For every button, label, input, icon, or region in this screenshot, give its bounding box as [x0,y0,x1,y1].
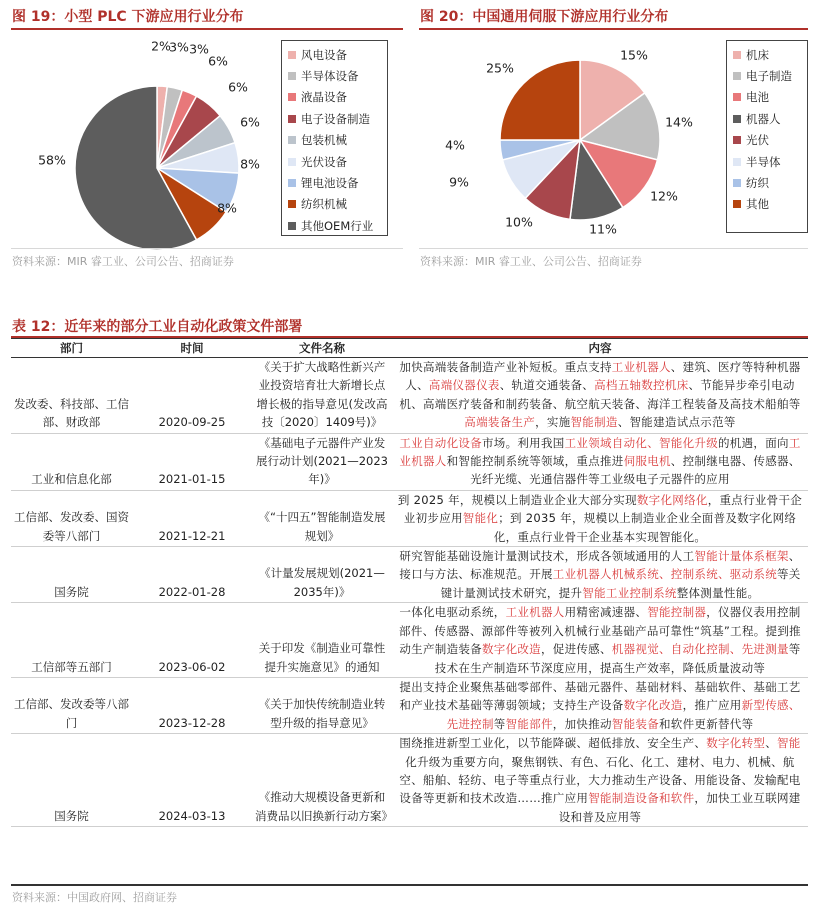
content-text: ，实施 [535,415,571,430]
cell-content [392,433,808,490]
content-text: 和智能控制系统等领域，重点推进 [446,454,624,469]
highlighted-keyword: 工业机器人 [611,360,671,374]
content-text: 一体化电驱动系统， [399,605,506,620]
legend-swatch [288,93,296,101]
content-text: 、智能建造试点示范等 [617,415,736,430]
highlighted-keyword: 智能制造 [570,415,618,430]
table-row [11,677,808,733]
highlighted-keyword: 智能装备 [611,716,659,731]
highlighted-keyword: 数字化转型 [706,736,766,751]
figure-19-title: 图 19：小型 PLC 下游应用行业分布 [12,9,244,25]
highlighted-keyword: 数字化改造 [623,698,683,713]
legend-item [733,108,801,129]
highlighted-keyword: 智能部件 [505,716,553,731]
highlighted-keyword: 高端装备生产 [464,415,536,430]
legend-item [733,172,801,193]
policy-table [11,338,808,827]
content-text: ，仪器仪表用控制部件、传感器、源部件等被列入机械行业基础产品可靠性“筑基”工程。提到推动生产制造装备 [399,605,801,657]
header-date: 时间 [132,339,252,358]
cell-date: 2022-01-28 [132,547,252,603]
pie-value-label: 6% [228,79,248,95]
pie-value-label: 14% [665,114,693,130]
legend-label: 纺织 [746,176,769,191]
highlighted-keyword: 工业领域自动化、智能化升级 [564,435,718,450]
content-text: 、控制继电器、传感器、光纤光缆、光通信器件等工业级电子元器件的应用 [470,454,801,487]
legend-item [288,65,381,86]
cell-document-name: 《计量发展规划(2021—2035年)》 [252,547,392,603]
content-text: 市场。利用我国 [481,435,565,450]
table-row [11,433,808,490]
legend-swatch [733,200,741,208]
cell-department: 工信部、发改委、国资委等八部门 [11,490,132,546]
pie-value-label: 2% [151,38,171,54]
cell-content [392,734,808,827]
content-text: 提出支持企业聚焦基础零部件、基础元器件、基础材料、基础软件、基础工艺和产业技术基础等薄弱领域；支持生产设备 [399,679,801,713]
highlighted-keyword: 数字化改造 [481,642,541,657]
highlighted-keyword: 工业机器人机械系统、控制系统、驱动系统 [552,567,777,582]
legend-swatch [733,72,741,80]
content-text: ，加快工业互联网建设和普及应用等 [558,791,801,824]
cell-department: 工信部等五部门 [11,603,132,678]
cell-date: 2021-12-21 [132,490,252,546]
table-12-title: 表 12：近年来的部分工业自动化政策文件部署 [12,319,303,335]
pie-value-label: 25% [486,60,514,76]
cell-content [392,358,808,434]
cell-date: 2023-06-02 [132,603,252,678]
figure-19-source-rule [11,248,403,249]
content-text: 和软件更新替代等 [659,716,754,731]
legend-item [733,44,801,65]
content-text: 到 2025 年，规模以上制造业企业大部分实现 [397,492,637,507]
figure-20-legend [726,40,808,233]
cell-content [392,490,808,546]
content-text: 的机遇，面向 [718,435,789,450]
table-row [11,603,808,678]
legend-label: 包装机械 [301,133,347,148]
table-header-row [11,339,808,358]
header-document-name: 文件名称 [252,339,392,358]
legend-item [288,194,381,215]
content-text: ，重点行业骨干企业初步应用 [403,492,803,526]
highlighted-keyword: 智能化 [462,511,499,526]
figure-20-pie-chart [415,30,715,240]
cell-department: 国务院 [11,734,132,827]
cell-document-name: 《关于加快传统制造业转型升级的指导意见》 [252,677,392,733]
pie-value-label: 15% [620,47,648,63]
legend-swatch [288,72,296,80]
legend-swatch [288,222,296,230]
pie-value-label: 12% [650,188,678,204]
content-text: 加快高端装备制造产业补短板。重点支持 [399,360,612,374]
policy-table-body [11,358,808,827]
table-12-source: 资料来源：中国政府网、招商证券 [12,891,177,904]
cell-content [392,547,808,603]
cell-department: 国务院 [11,547,132,603]
legend-item [288,151,381,172]
highlighted-keyword: 智能控制器 [647,605,707,620]
pie-value-label: 10% [505,214,533,230]
legend-item [733,194,801,215]
legend-item [733,151,801,172]
highlighted-keyword: 工业机器人 [399,435,801,469]
legend-swatch [733,93,741,101]
cell-document-name: 关于印发《制造业可靠性提升实施意见》的通知 [252,603,392,678]
content-text: 、接口与方法、标准规范。开展 [399,549,801,582]
content-text: 、节能异步牵引电动机、高端医疗装备和制药装备、航空航天装备、海洋工程装备及高技术船舶等 [399,378,801,411]
highlighted-keyword: 智能工业控制系统 [582,585,677,600]
legend-swatch [288,115,296,123]
figure-20-title: 图 20：中国通用伺服下游应用行业分布 [420,9,669,25]
table-bottom-rule [11,884,808,886]
table-row [11,547,808,603]
legend-swatch [733,51,741,59]
highlighted-keyword: 伺服电机 [623,454,671,469]
cell-document-name: 《关于扩大战略性新兴产业投资培育壮大新增长点增长极的指导意见(发改高技〔2020〕1409号)》 [252,358,392,434]
pie-value-label: 11% [589,221,617,237]
legend-swatch [288,179,296,187]
table-row [11,358,808,434]
cell-department: 发改委、科技部、工信部、财政部 [11,358,132,434]
legend-label: 风电设备 [301,47,347,62]
pie-value-label: 8% [240,156,260,172]
table-row [11,490,808,546]
highlighted-keyword: 数字化网络化 [636,492,708,507]
legend-swatch [733,179,741,187]
content-text: 化升级为重要方向，聚焦钢铁、有色、石化、化工、建材、电力、机械、航空、船舶、轻纺、电子等重点行业，大力推动生产设备、用能设备、发输配电设备等更新和技术改造……推广应用 [399,754,801,806]
cell-date: 2021-01-15 [132,433,252,490]
legend-label: 半导体 [746,154,781,169]
highlighted-keyword: 工业自动化设备 [399,435,482,450]
legend-swatch [733,136,741,144]
figure-20-source: 资料来源：MIR 睿工业、公司公告、招商证券 [420,255,642,268]
legend-item [733,87,801,108]
content-text: 、 [765,736,777,751]
legend-item [288,215,381,236]
legend-swatch [733,115,741,123]
legend-label: 机器人 [746,111,781,126]
pie-value-label: 4% [445,137,465,153]
legend-item [288,130,381,151]
legend-item [288,172,381,193]
legend-label: 纺织机械 [301,197,347,212]
content-text: 研究智能基础设施计量测试技术，形成各领域通用的人工 [399,549,695,564]
cell-department: 工业和信息化部 [11,433,132,490]
legend-swatch [733,158,741,166]
policy-table-wrapper [11,338,808,827]
content-text: ，推广应用 [682,698,742,713]
content-text: 、轨道交通装备、 [499,378,595,393]
cell-document-name: 《“十四五”智能制造发展规划》 [252,490,392,546]
legend-swatch [288,200,296,208]
header-content: 内容 [392,339,808,358]
content-text: 围绕推进新型工业化，以节能降碳、超低排放、安全生产、 [399,736,707,751]
figure-19-source: 资料来源：MIR 睿工业、公司公告、招商证券 [12,255,234,268]
content-text: ，促进传感、 [540,642,612,657]
legend-label: 电池 [746,90,769,105]
highlighted-keyword: 智能 [777,736,801,751]
figure-19-legend [281,40,388,236]
legend-swatch [288,136,296,144]
legend-label: 光伏 [746,133,769,148]
legend-label: 液晶设备 [301,90,347,105]
cell-content [392,603,808,678]
legend-item [288,108,381,129]
highlighted-keyword: 机器视觉、自动化控制、先进测量 [611,642,789,657]
figure-20-source-rule [419,248,808,249]
content-text: ；到 2035 年，规模以上制造业企业全面普及数字化网络化，重点行业骨干企业基本实现智能化。 [493,511,797,544]
content-text: 等技术在生产制造环节深度应用，提高生产效率，降低质量波动等 [434,642,801,675]
legend-item [733,65,801,86]
highlighted-keyword: 新型传感、先进控制 [446,698,801,731]
legend-label: 其他OEM行业 [301,218,374,233]
legend-label: 半导体设备 [301,69,359,84]
pie-value-label: 6% [240,114,260,130]
pie-value-label: 3% [189,41,209,57]
legend-swatch [288,158,296,166]
legend-label: 电子设备制造 [301,111,370,126]
highlighted-keyword: 高端仪器仪表 [428,378,500,393]
legend-label: 电子制造 [746,69,792,84]
cell-content [392,677,808,733]
legend-label: 其他 [746,197,769,212]
content-text: ，加快推动 [552,716,612,731]
pie-value-label: 8% [217,200,237,216]
content-text: 等关键计量测试技术研究，提升 [440,567,801,600]
cell-date: 2020-09-25 [132,358,252,434]
legend-item [288,87,381,108]
cell-document-name: 《推动大规模设备更新和消费品以旧换新行动方案》 [252,734,392,827]
legend-label: 机床 [746,47,769,62]
figure-19-pie-chart [0,30,280,240]
pie-value-label: 9% [449,174,469,190]
highlighted-keyword: 智能计量体系框架 [694,549,789,564]
cell-date: 2023-12-28 [132,677,252,733]
content-text: 等 [493,716,506,731]
highlighted-keyword: 工业机器人 [505,605,565,620]
highlighted-keyword: 智能制造设备和软件 [588,791,695,806]
legend-item [733,130,801,151]
cell-document-name: 《基础电子元器件产业发展行动计划(2021—2023年)》 [252,433,392,490]
pie-value-label: 58% [38,152,66,168]
cell-date: 2024-03-13 [132,734,252,827]
legend-label: 光伏设备 [301,154,347,169]
legend-label: 锂电池设备 [301,176,359,191]
header-department: 部门 [11,339,132,358]
highlighted-keyword: 高档五轴数控机床 [594,378,689,393]
content-text: 整体测量性能。 [676,585,760,600]
legend-item [288,44,381,65]
cell-department: 工信部、发改委等八部门 [11,677,132,733]
content-text: 用精密减速器、 [564,605,648,620]
content-text: 、建筑、医疗等特种机器人、 [405,360,801,393]
table-row [11,734,808,827]
pie-value-label: 3% [169,39,189,55]
legend-swatch [288,51,296,59]
pie-value-label: 6% [208,53,228,69]
